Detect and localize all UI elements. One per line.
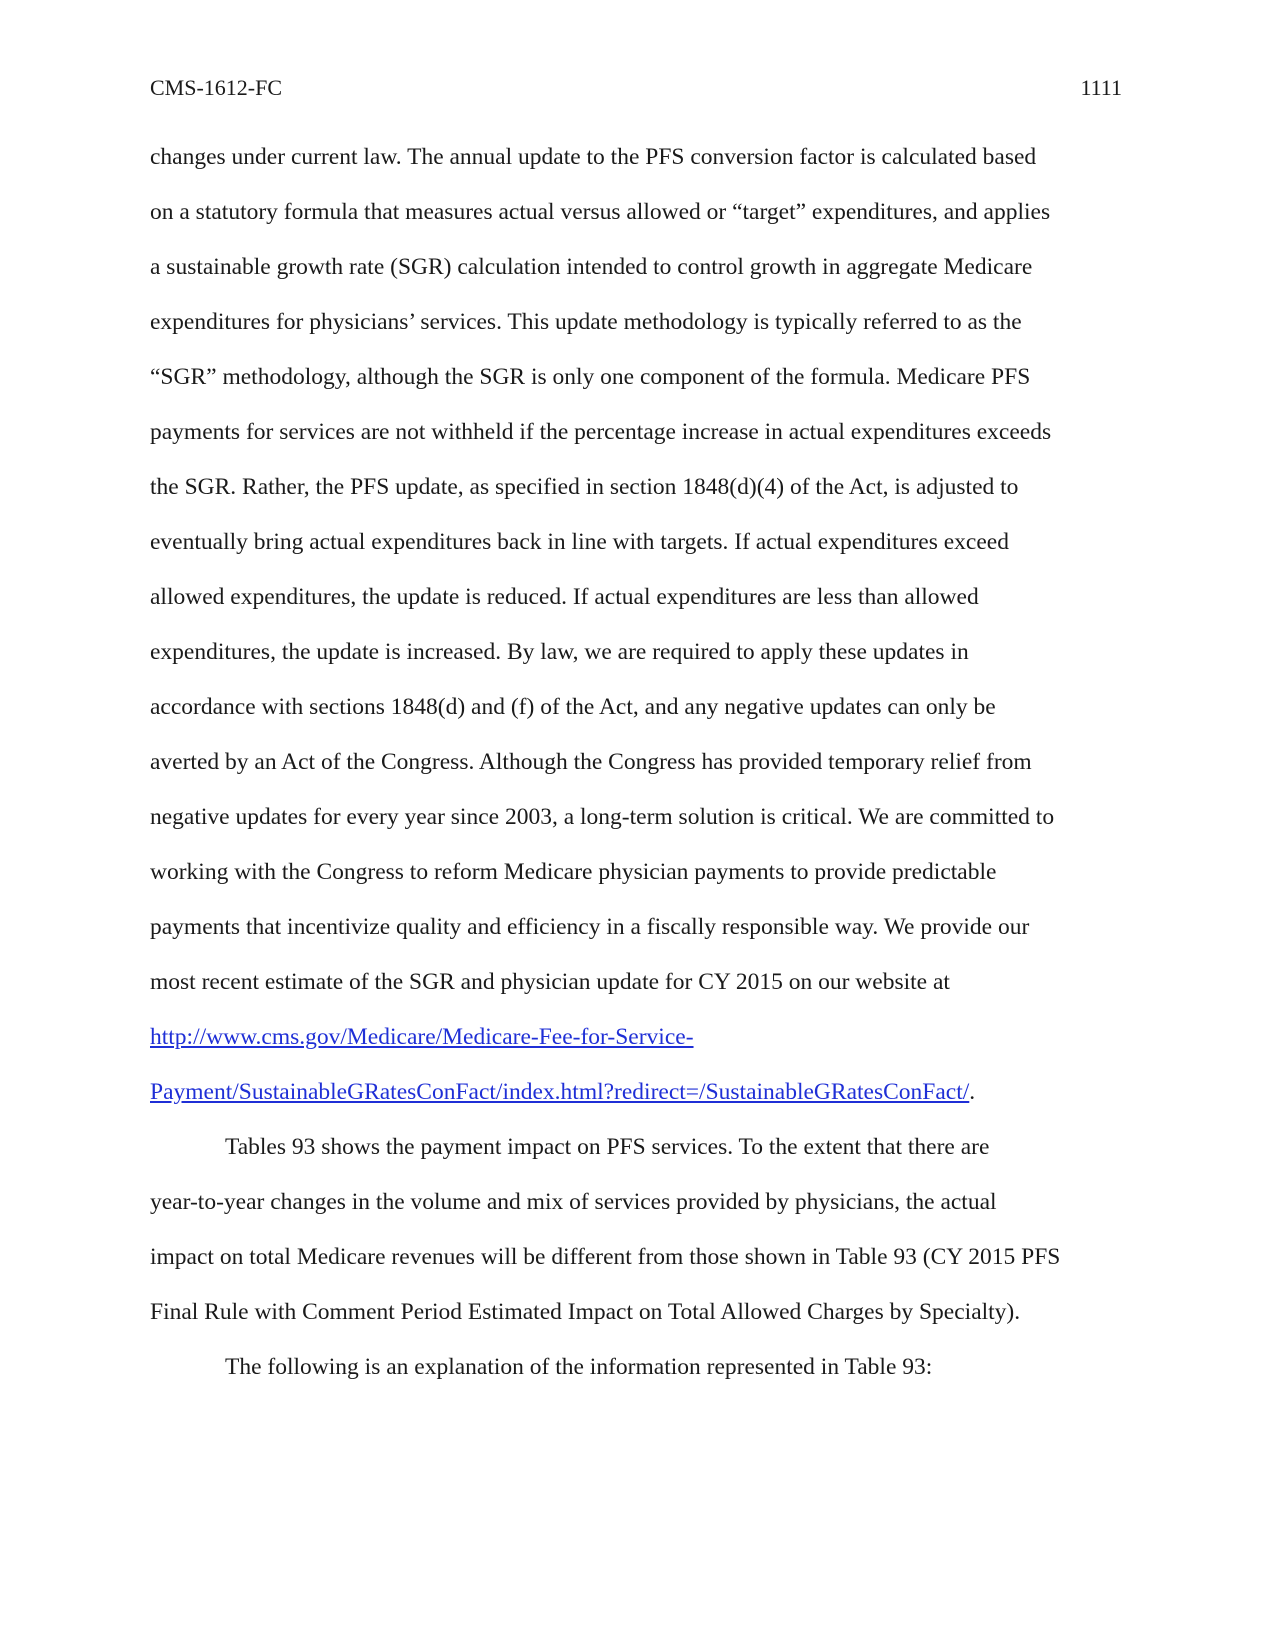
cms-sgr-link-part2[interactable]: Payment/SustainableGRatesConFact/index.html?redirect=/SustainableGRatesConFact/ — [150, 1079, 970, 1105]
text-line: averted by an Act of the Congress. Although the Congress has provided temporary relief from — [150, 749, 1032, 775]
page-number: 1111 — [1080, 75, 1122, 100]
text-line: most recent estimate of the SGR and physician update for CY 2015 on our website at — [150, 969, 950, 995]
text-line: Tables 93 shows the payment impact on PFS services. To the extent that there are — [225, 1134, 990, 1160]
text-line: payments that incentivize quality and efficiency in a fiscally responsible way. We provide our — [150, 914, 1030, 940]
text-line: The following is an explanation of the information represented in Table 93: — [225, 1354, 933, 1380]
link-period: . — [969, 1079, 976, 1105]
text-line: changes under current law. The annual update to the PFS conversion factor is calculated based — [150, 144, 1037, 170]
text-line: expenditures, the update is increased. By law, we are required to apply these updates in — [150, 639, 969, 665]
link-line — [150, 1022, 694, 1052]
text-line: accordance with sections 1848(d) and (f) of the Act, and any negative updates can only be — [150, 694, 996, 720]
text-line: allowed expenditures, the update is reduced. If actual expenditures are less than allowed — [150, 584, 979, 610]
text-line: negative updates for every year since 2003, a long-term solution is critical. We are committed to — [150, 804, 1055, 830]
text-line: payments for services are not withheld if the percentage increase in actual expenditures exceeds — [150, 419, 1052, 445]
text-line: a sustainable growth rate (SGR) calculation intended to control growth in aggregate Medicare — [150, 254, 1033, 280]
text-line: eventually bring actual expenditures back in line with targets. If actual expenditures exceed — [150, 529, 1009, 555]
text-line: expenditures for physicians’ services. This update methodology is typically referred to as the — [150, 309, 1022, 335]
text-line: the SGR. Rather, the PFS update, as specified in section 1848(d)(4) of the Act, is adjusted to — [150, 474, 1019, 500]
text-line: Final Rule with Comment Period Estimated Impact on Total Allowed Charges by Specialty). — [150, 1299, 1021, 1325]
page-header — [150, 73, 1122, 103]
text-line: impact on total Medicare revenues will be different from those shown in Table 93 (CY 2015 PFS — [150, 1244, 1061, 1270]
text-line: on a statutory formula that measures actual versus allowed or “target” expenditures, and applies — [150, 199, 1051, 225]
text-line: year-to-year changes in the volume and mix of services provided by physicians, the actual — [150, 1189, 997, 1215]
document-id: CMS-1612-FC — [150, 75, 283, 100]
link-line — [150, 1077, 975, 1107]
text-line: working with the Congress to reform Medicare physician payments to provide predictable — [150, 859, 997, 885]
text-line: “SGR” methodology, although the SGR is only one component of the formula. Medicare PFS — [150, 364, 1031, 390]
cms-sgr-link-part1[interactable]: http://www.cms.gov/Medicare/Medicare-Fee-for-Service- — [150, 1024, 694, 1050]
